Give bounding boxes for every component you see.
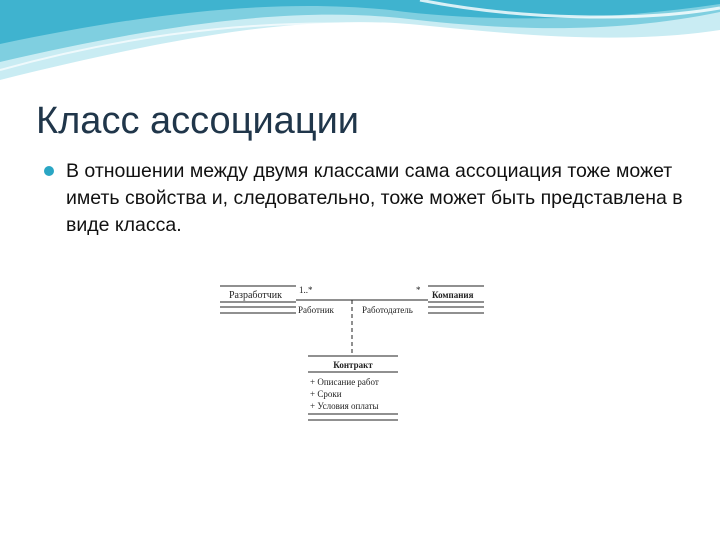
bullet-list	[44, 158, 684, 239]
uml-class-left	[220, 286, 296, 313]
bullet-text: В отношении между двумя классами сама ассоциация тоже может иметь свойства и, следовательно, тоже может быть представлена в виде класса.	[66, 160, 683, 236]
uml-class-right	[428, 286, 484, 313]
assoc-attribute: + Условия оплаты	[310, 401, 379, 411]
assoc-attribute: + Сроки	[310, 389, 342, 399]
multiplicity-left: 1..*	[299, 285, 313, 295]
class-left-name: Разработчик	[229, 290, 282, 301]
role-right: Работодатель	[362, 305, 413, 315]
class-right-name: Компания	[432, 290, 474, 300]
bullet-icon	[44, 166, 54, 176]
role-left: Работник	[298, 305, 334, 315]
slide-title: Класс ассоциации	[36, 100, 360, 142]
assoc-attribute: + Описание работ	[310, 377, 379, 387]
uml-association-class-diagram	[216, 276, 488, 426]
header-wave-decoration	[0, 0, 720, 90]
multiplicity-right: *	[416, 285, 421, 295]
uml-association-class	[308, 356, 398, 420]
bullet-item	[44, 158, 684, 239]
assoc-class-name: Контракт	[333, 360, 373, 370]
